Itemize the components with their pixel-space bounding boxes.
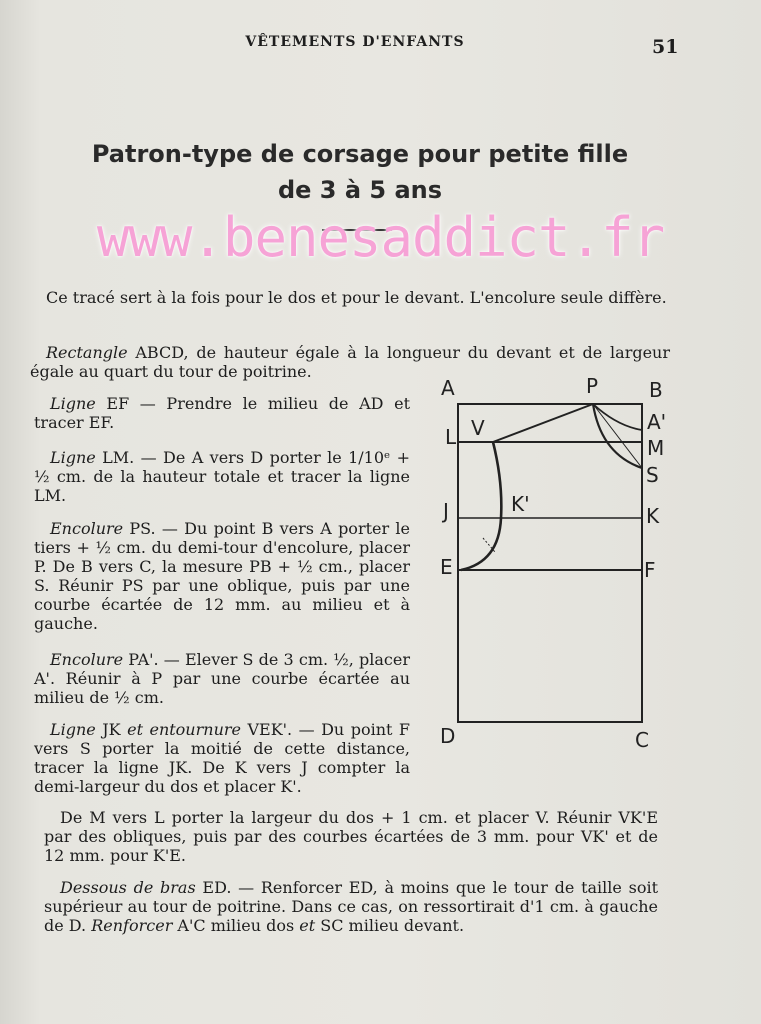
dessous-text-1: ED. — Renforcer ED, à moins que le tour de taille soit supérieur au tour de poitrine. Dans ce cas, on ressortirait d'1 cm. à gauche de D. bbox=[44, 878, 658, 935]
armhole-vk bbox=[493, 442, 501, 518]
page-title bbox=[40, 136, 680, 208]
armhole-ke bbox=[461, 518, 501, 570]
dessous-text-2: A'C milieu dos bbox=[172, 916, 300, 935]
rectangle-text: ABCD, de hauteur égale à la longueur du devant et de largeur égale au quart du tour de poitrine. bbox=[30, 343, 670, 381]
dessous-lead-2: Renforcer bbox=[91, 916, 173, 935]
ligne-jk-text-2: VEK'. — Du point F vers S porter la moitié de cette distance, tracer la ligne JK. De K vers J compter la demi-largeur du dos et placer K'. bbox=[34, 720, 410, 796]
label-v: V bbox=[471, 416, 485, 440]
label-k: K bbox=[646, 504, 660, 528]
pattern-drawing bbox=[425, 370, 675, 760]
label-c: C bbox=[635, 728, 649, 752]
label-j: J bbox=[443, 499, 449, 523]
ml-paragraph: De M vers L porter la largeur du dos + 1 cm. et placer V. Réunir VK'E par des obliques, puis par des courbes écartées de 3 mm. pour VK' et de 12 mm. pour K'E. bbox=[44, 808, 658, 865]
label-a: A bbox=[441, 376, 455, 400]
dessous-lead: Dessous de bras bbox=[60, 878, 196, 897]
label-k-prime: K' bbox=[511, 492, 530, 516]
neckline-ps-oblique bbox=[593, 404, 642, 468]
label-p: P bbox=[586, 374, 599, 398]
ligne-ef-paragraph bbox=[34, 394, 410, 432]
encolure-pa-paragraph bbox=[34, 650, 410, 707]
label-b: B bbox=[649, 378, 663, 402]
intro-paragraph: Ce tracé sert à la fois pour le dos et pour le devant. L'encolure seule diffère. bbox=[46, 288, 667, 307]
ligne-ef-text: EF — Prendre le milieu de AD et tracer EF. bbox=[34, 394, 410, 432]
label-m: M bbox=[647, 436, 665, 460]
encolure-ps-text: PS. — Du point B vers A porter le tiers + ½ cm. du demi-tour d'encolure, placer P. De B vers C, la mesure PB + ½ cm., placer S. Réunir PS par une oblique, puis par une courbe écartée de 12 mm. au milieu et à gauche. bbox=[34, 519, 410, 633]
running-head: VÊTEMENTS D'ENFANTS bbox=[245, 34, 465, 50]
title-line-2: de 3 à 5 ans bbox=[277, 176, 443, 204]
title-line-1: Patron-type de corsage pour petite fille bbox=[91, 140, 629, 168]
dessous-text-3: SC milieu devant. bbox=[315, 916, 465, 935]
encolure-pa-lead: Encolure bbox=[50, 650, 124, 669]
encolure-ps-paragraph bbox=[34, 519, 410, 633]
pattern-diagram bbox=[425, 370, 675, 760]
line-pv bbox=[493, 404, 593, 442]
ligne-jk-lead-2: et entournure bbox=[127, 720, 241, 739]
ligne-jk-lead: Ligne bbox=[50, 720, 96, 739]
ligne-lm-text: LM. — De A vers D porter le 1/10ᵉ + ½ cm. de la hauteur totale et tracer la ligne LM. bbox=[34, 448, 410, 505]
label-e: E bbox=[440, 555, 453, 579]
ligne-lm-paragraph bbox=[34, 448, 410, 505]
label-f: F bbox=[644, 558, 656, 582]
ligne-ef-lead: Ligne bbox=[50, 394, 96, 413]
rectangle-lead: Rectangle bbox=[46, 343, 128, 362]
label-s: S bbox=[646, 463, 659, 487]
ligne-lm-lead: Ligne bbox=[50, 448, 96, 467]
neckline-pa-curve bbox=[593, 404, 642, 430]
watermark-text: www.benesaddict.fr bbox=[96, 206, 665, 269]
encolure-pa-text: PA'. — Elever S de 3 cm. ½, placer A'. Réunir à P par une courbe écartée au milieu de ½ cm. bbox=[34, 650, 410, 707]
ligne-jk-text-1: JK bbox=[95, 720, 128, 739]
label-a-prime: A' bbox=[647, 410, 667, 434]
label-l: L bbox=[445, 425, 457, 449]
dessous-paragraph bbox=[44, 878, 658, 935]
label-d: D bbox=[440, 724, 456, 748]
encolure-ps-lead: Encolure bbox=[50, 519, 124, 538]
dessous-lead-3: et bbox=[299, 916, 316, 935]
ligne-jk-paragraph bbox=[34, 720, 410, 796]
page-number: 51 bbox=[652, 36, 679, 58]
